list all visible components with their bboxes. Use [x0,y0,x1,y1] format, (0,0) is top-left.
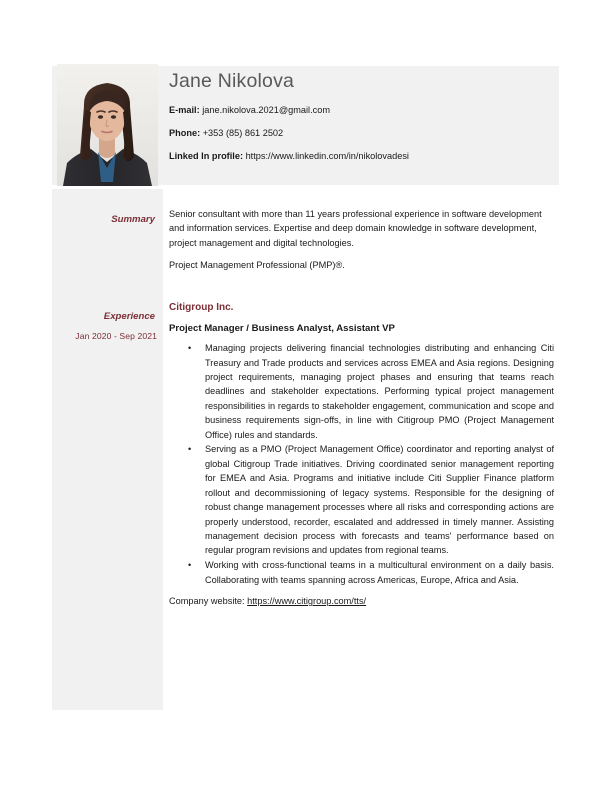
contact-linkedin-label: Linked In profile: [169,151,244,162]
summary-section [169,207,554,273]
employer-name: Citigroup Inc. [169,301,234,313]
summary-paragraph-2: Project Management Professional (PMP)®. [169,260,345,271]
job-title: Project Manager / Business Analyst, Assistant VP [169,322,395,334]
contact-phone-label: Phone: [169,128,201,139]
sidebar [52,189,163,710]
contact-email [169,105,554,117]
sidebar-item-experience: Experience [103,311,155,322]
list-item [169,341,554,442]
company-website-line [169,594,554,608]
list-item [169,442,554,557]
list-item [169,558,554,587]
contact-phone-value: +353 (85) 861 2502 [200,128,284,139]
contact-email-value: jane.nikolova.2021@gmail.com [199,105,331,116]
avatar [57,64,158,186]
contact-linkedin [169,151,554,163]
company-website-link[interactable]: https://www.citigroup.com/tts/ [247,596,367,607]
list-item-text: Working with cross-functional teams in a multicultural environment on a daily basis. Collaborating with teams spanning across Americas, Europe, Africa and Asia. [205,560,554,585]
contact-linkedin-value[interactable]: https://www.linkedin.com/in/nikolovadesi [243,151,409,162]
page-title: Jane Nikolova [169,70,295,92]
contact-phone [169,128,554,140]
portrait-photo-icon [57,64,158,186]
list-item-text: Managing projects delivering financial technologies distributing and enhancing Citi Treasury and Trade products and services across EMEA and Asia regions. Designing project requirements, managing project phases and ensuring that teams reach deadlines and stakeholder expectations. Performing typical project management responsibilities in regards to stakeholder engagement, communication and scope and business requirements sign-offs, in line with Citigroup PMO (Project Management Office) rules and standards. [205,343,554,440]
responsibility-list [169,341,554,587]
sidebar-item-summary: Summary [111,214,155,225]
list-item-text: Serving as a PMO (Project Management Office) coordinator and reporting analyst of global Citigroup Trade initiatives. Driving coordinated senior management reporting for EMEA and Asia. Programs and initiative include Citi Supplier Finance platform rollout and decommissioning of legacy systems. Responsible for the designing of robust change management processes where all risks and corresponding actions are properly understood, recorder, escalated and addressed in timely manner. Assisting management decision process with forecasts and teams' performance based on regular program revisions and updates from regional teams. [205,444,554,556]
header-text-block [169,70,554,174]
summary-paragraph-1: Senior consultant with more than 11 years professional experience in software development and information services. Expertise and deep domain knowledge in software development, project management and digital technologies. [169,209,542,248]
experience-date-range: Jan 2020 - Sep 2021 [75,331,157,341]
experience-section [169,302,554,609]
bullet-icon: • [188,444,192,455]
bullet-icon: • [188,343,192,354]
section-divider [169,281,554,302]
contact-email-label: E-mail: [169,105,200,116]
bullet-icon: • [188,560,192,571]
company-website-label: Company website: [169,596,248,607]
main-content [169,207,554,618]
